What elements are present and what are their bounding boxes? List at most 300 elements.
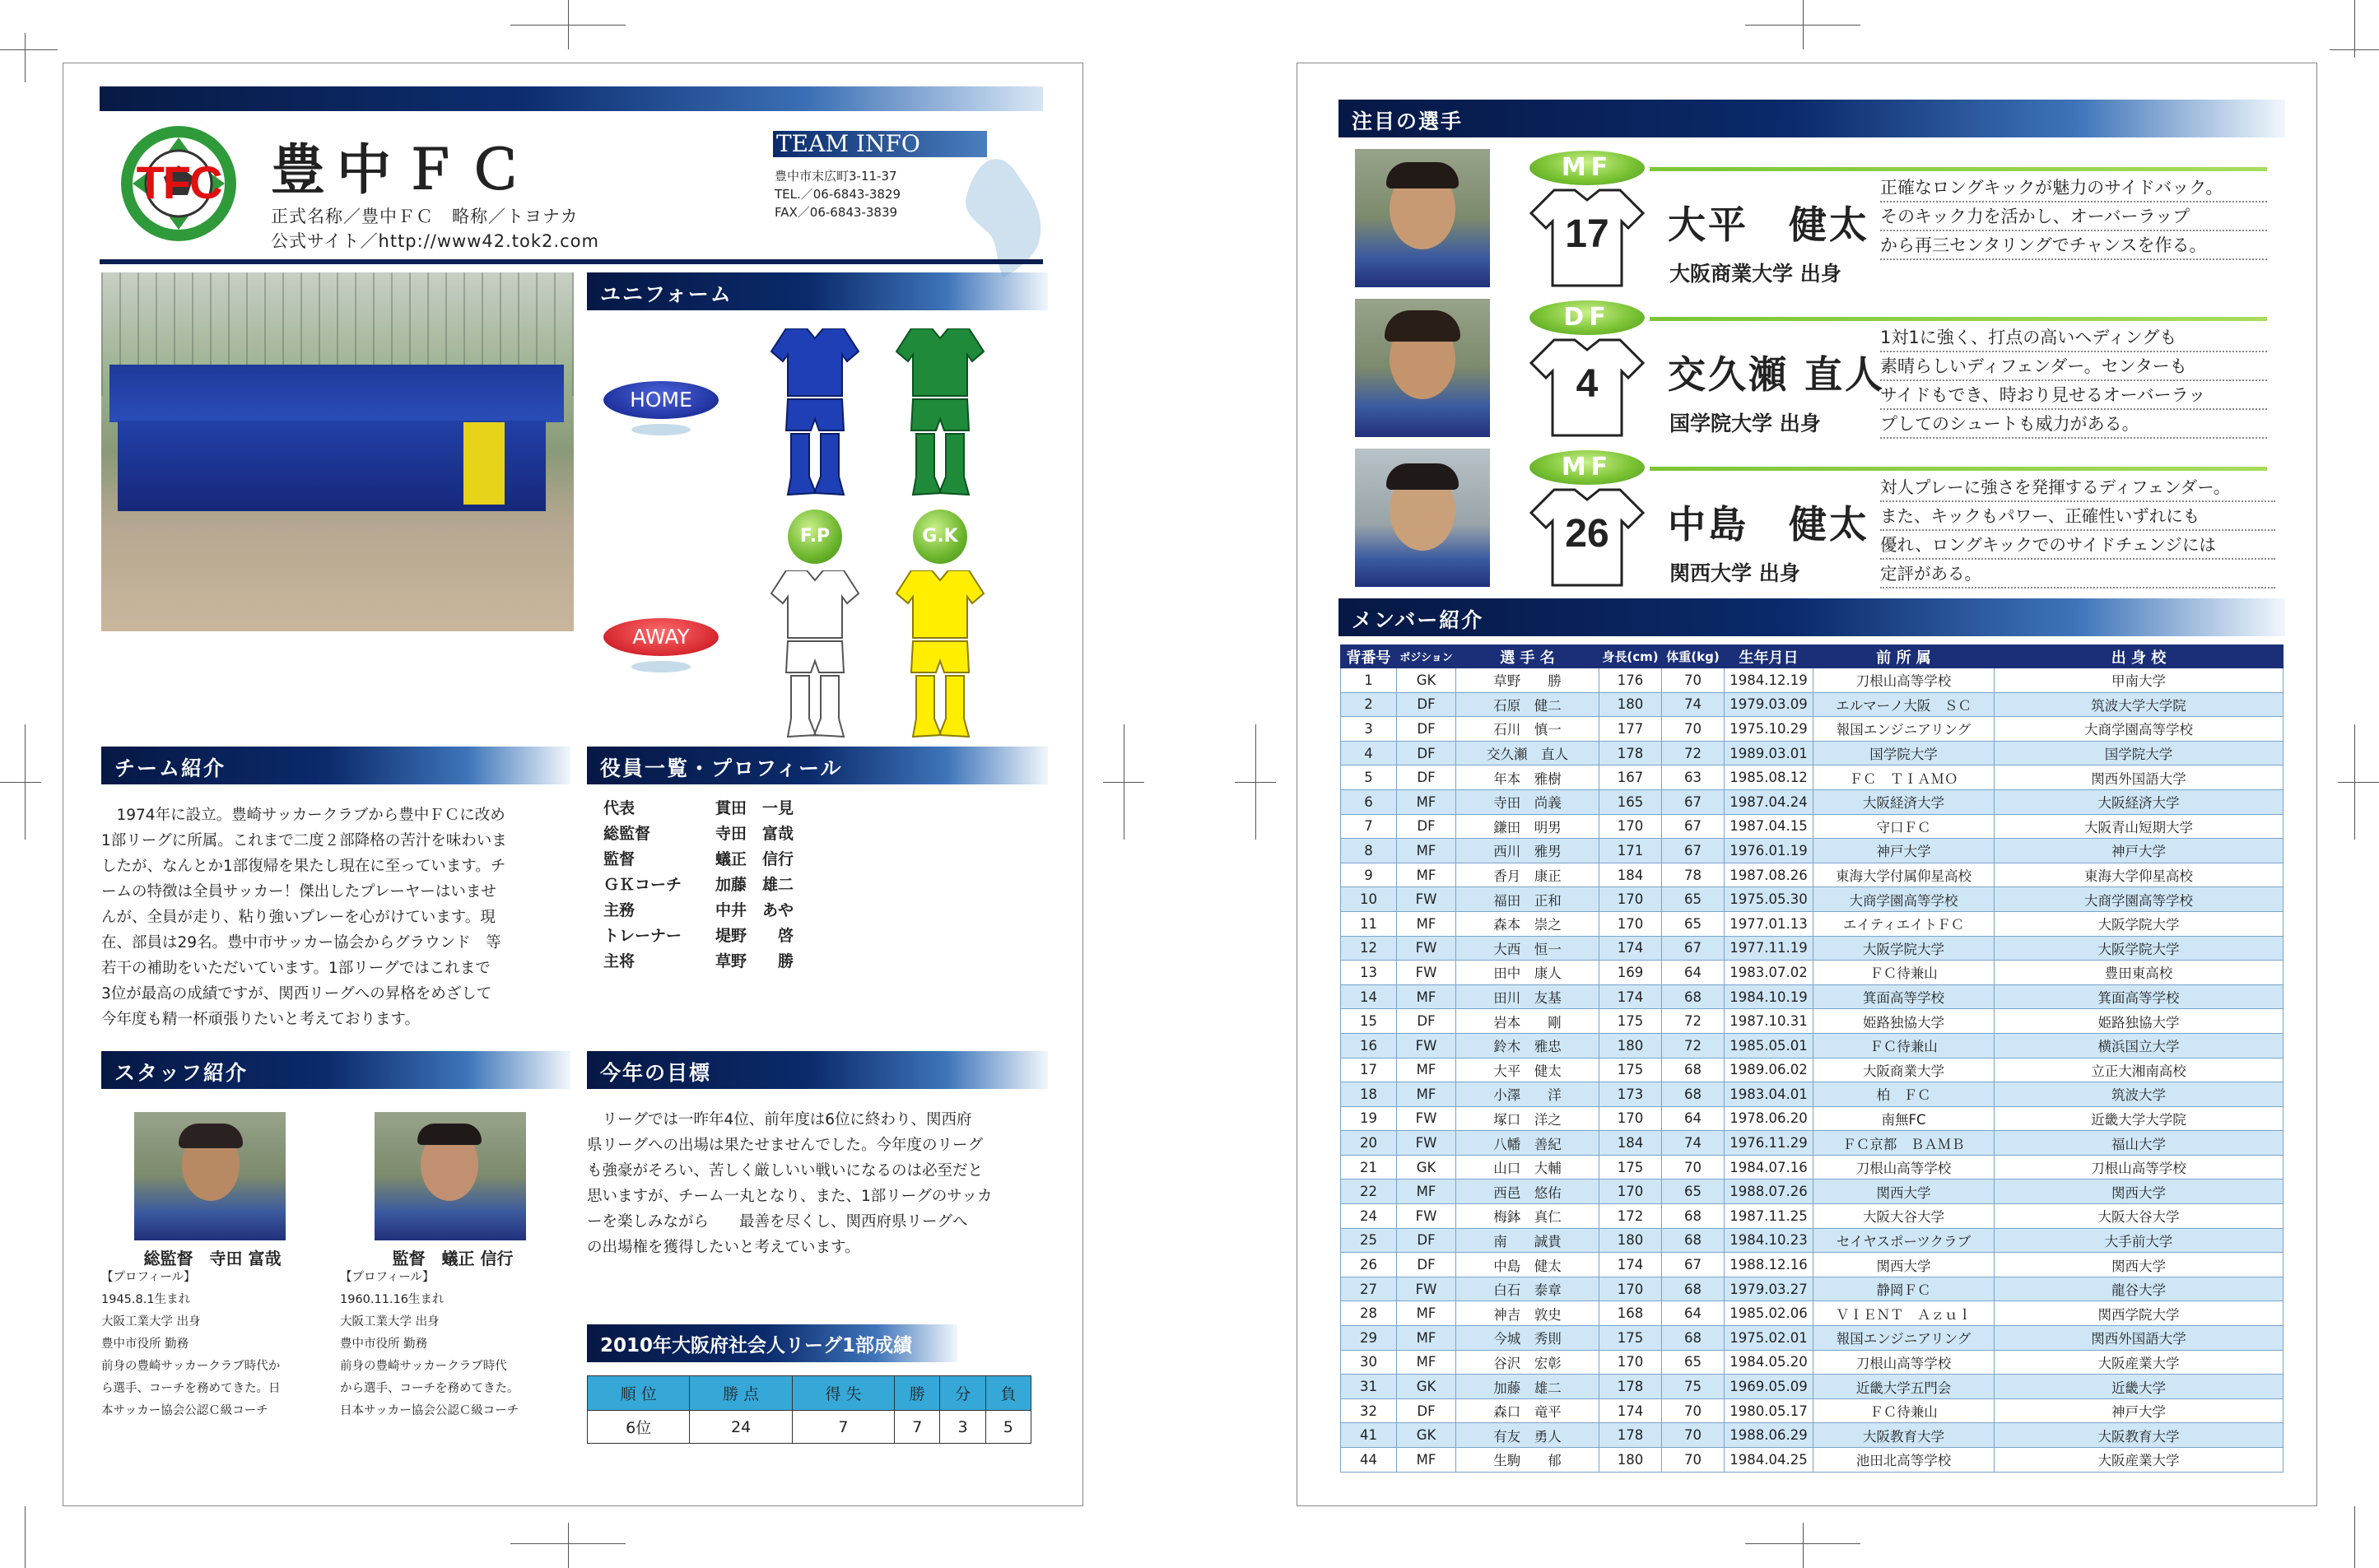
members-col-school: 出 身 校 xyxy=(1995,645,2284,668)
table-row xyxy=(1341,1082,2284,1107)
member-number: 5 xyxy=(1341,765,1397,790)
member-number: 4 xyxy=(1341,741,1397,765)
member-weight: 68 xyxy=(1662,1228,1725,1253)
member-height: 171 xyxy=(1599,839,1662,863)
hair xyxy=(1386,162,1459,188)
member-position: DF xyxy=(1397,741,1456,765)
member-height: 170 xyxy=(1599,887,1662,912)
member-number: 24 xyxy=(1341,1204,1397,1229)
member-former-team: 神戸大学 xyxy=(1813,839,1995,863)
table-row xyxy=(1341,1009,2284,1034)
member-position: DF xyxy=(1397,765,1456,790)
logo-text: TFC xyxy=(136,156,221,208)
member-number: 31 xyxy=(1341,1375,1397,1399)
member-name: 塚口 洋之 xyxy=(1456,1106,1599,1131)
home-fp-kit xyxy=(770,328,860,505)
member-weight: 70 xyxy=(1662,668,1725,693)
crop-mark xyxy=(0,782,41,783)
table-row xyxy=(1341,1179,2284,1204)
member-former-team: 静岡ＦＣ xyxy=(1813,1277,1995,1301)
member-height: 174 xyxy=(1599,1398,1662,1423)
profile-line: 日本サッカー協会公認Ｃ級コーチ xyxy=(340,1404,519,1417)
member-school: 大阪大谷大学 xyxy=(1995,1204,2284,1229)
member-school: 大阪学院大学 xyxy=(1995,911,2284,936)
crop-mark xyxy=(2354,1506,2355,1568)
table-row xyxy=(1341,668,2284,693)
green-rule xyxy=(1650,167,2267,171)
member-school: 大阪産業大学 xyxy=(1995,1350,2284,1375)
desc-line: 1対1に強く、打点の高いヘディングも xyxy=(1880,323,2267,352)
members-col-position: ポジション xyxy=(1397,645,1456,668)
goal-line: ーを楽しみながら 最善を尽くし、関西府県リーグへ xyxy=(587,1213,968,1231)
member-school: 姫路独協大学 xyxy=(1995,1009,2284,1034)
member-height: 173 xyxy=(1599,1082,1662,1107)
member-number: 26 xyxy=(1341,1253,1397,1277)
member-birthday: 1989.06.02 xyxy=(1725,1058,1813,1082)
crop-mark xyxy=(510,1543,626,1544)
member-former-team: 報国エンジニアリング xyxy=(1813,717,1995,742)
table-row xyxy=(1341,1204,2284,1229)
away-shadow xyxy=(631,661,691,672)
member-school: 横浜国立大学 xyxy=(1995,1033,2284,1058)
member-birthday: 1979.03.09 xyxy=(1725,692,1813,717)
member-school: 箕面高等学校 xyxy=(1995,984,2284,1009)
member-position: DF xyxy=(1397,1398,1456,1423)
member-height: 175 xyxy=(1599,1326,1662,1351)
profile-line: 豊中市役所 勤務 xyxy=(340,1338,428,1351)
member-height: 180 xyxy=(1599,1228,1662,1253)
member-height: 168 xyxy=(1599,1301,1662,1326)
table-row xyxy=(1341,1106,2284,1131)
member-weight: 67 xyxy=(1662,789,1725,814)
featured-position-3: MF xyxy=(1529,450,1645,485)
member-weight: 65 xyxy=(1662,1350,1725,1375)
member-height: 184 xyxy=(1599,1131,1662,1156)
member-position: MF xyxy=(1397,984,1456,1009)
member-former-team: 南無FC xyxy=(1813,1106,1995,1131)
member-school: 大商学園高等学校 xyxy=(1995,887,2284,912)
member-birthday: 1984.07.16 xyxy=(1725,1155,1813,1179)
member-height: 180 xyxy=(1599,1448,1662,1473)
member-weight: 64 xyxy=(1662,1301,1725,1326)
member-birthday: 1975.02.01 xyxy=(1725,1326,1813,1351)
member-weight: 72 xyxy=(1662,1009,1725,1034)
member-birthday: 1987.08.26 xyxy=(1725,863,1813,887)
top-band xyxy=(100,86,1043,111)
staff-heading: スタッフ紹介 xyxy=(101,1051,570,1089)
member-birthday: 1969.05.09 xyxy=(1725,1375,1813,1399)
member-name: 森口 竜平 xyxy=(1456,1398,1599,1423)
member-name: 西邑 悠佑 xyxy=(1456,1179,1599,1204)
goal-line: リーグでは一昨年4位、前年度は6位に終わり、関西府 xyxy=(587,1111,972,1128)
member-number: 28 xyxy=(1341,1301,1397,1326)
member-position: FW xyxy=(1397,1106,1456,1131)
league-cell: 5 xyxy=(985,1411,1031,1444)
table-row xyxy=(1341,1033,2284,1058)
desc-line: また、キックもパワー、正確性いずれにも xyxy=(1880,502,2275,531)
member-name: 鎌田 明男 xyxy=(1456,814,1599,839)
member-name: 寺田 尚義 xyxy=(1456,789,1599,814)
officers-list xyxy=(603,796,794,975)
table-row xyxy=(1341,961,2284,985)
crop-mark xyxy=(25,33,26,82)
desc-line: 対人プレーに強さを発揮するディフェンダー。 xyxy=(1880,473,2275,502)
intro-text xyxy=(101,803,579,1032)
away-gk-kit xyxy=(895,570,985,747)
featured-photo-3 xyxy=(1355,449,1490,587)
member-school: 近畿大学大学院 xyxy=(1995,1106,2284,1131)
member-birthday: 1976.01.19 xyxy=(1725,839,1813,863)
intro-line: 今年度も精一杯頑張りたいと考えております。 xyxy=(101,1011,421,1028)
member-name: 八幡 善紀 xyxy=(1456,1131,1599,1156)
member-birthday: 1984.05.20 xyxy=(1725,1350,1813,1375)
official-site: 公式サイト／http://www42.tok2.com xyxy=(271,231,599,251)
member-school: 豊田東高校 xyxy=(1995,961,2284,985)
member-number: 30 xyxy=(1341,1350,1397,1375)
member-school: 神戸大学 xyxy=(1995,839,2284,863)
member-position: DF xyxy=(1397,814,1456,839)
member-former-team: 東海大学付属仰星高校 xyxy=(1813,863,1995,887)
member-former-team: 刀根山高等学校 xyxy=(1813,1350,1995,1375)
member-birthday: 1989.03.01 xyxy=(1725,741,1813,765)
crop-mark xyxy=(2330,49,2379,50)
member-school: 関西大学 xyxy=(1995,1253,2284,1277)
members-col-height: 身長(cm) xyxy=(1599,645,1662,668)
profile-line: から選手、コーチを務めてきた。 xyxy=(340,1382,519,1395)
featured-heading: 注目の選手 xyxy=(1338,100,2285,137)
staff-caption-1: 総監督 寺田 富哉 xyxy=(143,1249,282,1268)
member-weight: 64 xyxy=(1662,961,1725,985)
member-former-team: 大阪経済大学 xyxy=(1813,789,1995,814)
member-birthday: 1976.11.29 xyxy=(1725,1131,1813,1156)
featured-from-1: 大阪商業大学 出身 xyxy=(1669,262,1841,286)
team-info-tel: TEL.／06-6843-3829 xyxy=(775,187,901,202)
goal-text xyxy=(587,1107,1048,1260)
goal-heading: 今年の目標 xyxy=(587,1051,1048,1089)
member-weight: 78 xyxy=(1662,863,1725,887)
featured-name-3: 中島 健太 xyxy=(1668,502,1869,547)
crop-mark xyxy=(1103,782,1144,783)
intro-line: 在、部員は29名。豊中市サッカー協会からグラウンド 等 xyxy=(101,934,501,952)
home-label: HOME xyxy=(603,381,719,419)
table-row xyxy=(1341,1277,2284,1301)
profile-line: 1960.11.16生まれ xyxy=(340,1293,445,1306)
featured-number-2: 4 xyxy=(1576,362,1599,406)
member-former-team: 刀根山高等学校 xyxy=(1813,668,1995,693)
members-col-former-team: 前 所 属 xyxy=(1813,645,1995,668)
members-table xyxy=(1340,644,2284,1473)
member-number: 20 xyxy=(1341,1131,1397,1156)
table-row xyxy=(1341,1131,2284,1156)
member-name: 白石 泰章 xyxy=(1456,1277,1599,1301)
officers-heading: 役員一覧・プロフィール xyxy=(587,747,1048,784)
member-school: 甲南大学 xyxy=(1995,668,2284,693)
member-weight: 68 xyxy=(1662,1277,1725,1301)
member-birthday: 1980.05.17 xyxy=(1725,1398,1813,1423)
staff-photo-1 xyxy=(134,1112,286,1240)
member-position: MF xyxy=(1397,1082,1456,1107)
league-cell: 24 xyxy=(690,1411,792,1444)
member-birthday: 1975.10.29 xyxy=(1725,717,1813,742)
table-row xyxy=(1341,936,2284,961)
member-height: 176 xyxy=(1599,668,1662,693)
featured-desc-1 xyxy=(1880,174,2267,260)
staff-profile-1 xyxy=(101,1267,324,1422)
member-weight: 63 xyxy=(1662,765,1725,790)
member-height: 178 xyxy=(1599,1423,1662,1448)
member-school: 福山大学 xyxy=(1995,1131,2284,1156)
profile-head: 【プロフィール】 xyxy=(340,1271,435,1284)
member-school: 関西外国語大学 xyxy=(1995,765,2284,790)
keeper-figure xyxy=(463,422,505,505)
member-school: 関西大学 xyxy=(1995,1179,2284,1204)
intro-line: 3位が最高の成績ですが、関西リーグへの昇格をめざして xyxy=(101,985,492,1003)
member-number: 13 xyxy=(1341,961,1397,985)
profile-line: 豊中市役所 勤務 xyxy=(101,1338,189,1351)
hair xyxy=(1385,310,1460,342)
member-number: 10 xyxy=(1341,887,1397,912)
member-weight: 72 xyxy=(1662,741,1725,765)
member-name: 神吉 敦史 xyxy=(1456,1301,1599,1326)
home-gk-kit xyxy=(895,328,985,505)
member-birthday: 1977.01.13 xyxy=(1725,911,1813,936)
member-weight: 70 xyxy=(1662,1155,1725,1179)
desc-line: サイドもでき、時おり見せるオーバーラッ xyxy=(1880,381,2267,410)
staff-profile-2 xyxy=(340,1267,570,1422)
member-name: 交久瀬 直人 xyxy=(1456,741,1599,765)
member-birthday: 1979.03.27 xyxy=(1725,1277,1813,1301)
member-birthday: 1983.07.02 xyxy=(1725,961,1813,985)
member-height: 184 xyxy=(1599,863,1662,887)
member-number: 12 xyxy=(1341,936,1397,961)
featured-photo-1 xyxy=(1355,149,1490,287)
member-weight: 65 xyxy=(1662,887,1725,912)
member-position: DF xyxy=(1397,717,1456,742)
intro-line: んが、全員が走り、粘り強いプレーを心がけています。現 xyxy=(101,909,496,926)
crop-mark xyxy=(2338,782,2379,783)
member-height: 170 xyxy=(1599,911,1662,936)
member-weight: 68 xyxy=(1662,1204,1725,1229)
team-name: 豊中ＦＣ xyxy=(271,137,534,202)
team-info-box xyxy=(773,131,1045,254)
member-name: 大西 恒一 xyxy=(1456,936,1599,961)
member-name: 山口 大輔 xyxy=(1456,1155,1599,1179)
featured-position-2: DF xyxy=(1529,300,1645,335)
league-cell: 6位 xyxy=(588,1411,690,1444)
member-number: 17 xyxy=(1341,1058,1397,1082)
table-row xyxy=(1341,1448,2284,1473)
table-row xyxy=(1341,1398,2284,1423)
member-birthday: 1987.10.31 xyxy=(1725,1009,1813,1034)
member-number: 1 xyxy=(1341,668,1397,693)
member-number: 21 xyxy=(1341,1155,1397,1179)
member-weight: 64 xyxy=(1662,1106,1725,1131)
crop-mark xyxy=(1745,1543,1860,1544)
officer-row: 代表 貫田 一見 xyxy=(603,799,794,817)
member-birthday: 1977.11.19 xyxy=(1725,936,1813,961)
member-name: 草野 勝 xyxy=(1456,668,1599,693)
profile-line: 本サッカー協会公認Ｃ級コーチ xyxy=(101,1404,268,1417)
member-number: 14 xyxy=(1341,984,1397,1009)
profile-head: 【プロフィール】 xyxy=(101,1271,196,1284)
member-former-team: 近畿大学五門会 xyxy=(1813,1375,1995,1399)
league-col: 勝 点 xyxy=(690,1376,792,1411)
league-col: 順 位 xyxy=(588,1376,690,1411)
member-position: DF xyxy=(1397,692,1456,717)
desc-line: から再三センタリングでチャンスを作る。 xyxy=(1880,231,2267,260)
table-row xyxy=(1341,1155,2284,1179)
officer-row: 監督 蟻正 信行 xyxy=(603,850,794,868)
member-birthday: 1988.12.16 xyxy=(1725,1253,1813,1277)
member-name: 南 誠貴 xyxy=(1456,1228,1599,1253)
member-name: 小澤 洋 xyxy=(1456,1082,1599,1107)
member-school: 大阪教育大学 xyxy=(1995,1423,2284,1448)
team-photo xyxy=(101,272,574,631)
member-weight: 70 xyxy=(1662,1448,1725,1473)
green-rule xyxy=(1650,317,2267,321)
table-row xyxy=(1341,984,2284,1009)
goal-line: も強豪がそろい、苦しく厳しいい戦いになるのは必至だと xyxy=(587,1162,984,1179)
crop-mark xyxy=(1803,1523,1804,1568)
intro-line: したが、なんとか1部復帰を果たし現在に至っています。チ xyxy=(101,858,506,875)
member-height: 180 xyxy=(1599,1033,1662,1058)
member-birthday: 1988.06.29 xyxy=(1725,1423,1813,1448)
team-info-fax: FAX／06-6843-3839 xyxy=(775,205,898,220)
league-col: 負 xyxy=(985,1376,1031,1411)
member-number: 11 xyxy=(1341,911,1397,936)
left-page xyxy=(63,63,1083,1506)
members-col-number: 背番号 xyxy=(1341,645,1397,668)
member-weight: 67 xyxy=(1662,936,1725,961)
member-number: 44 xyxy=(1341,1448,1397,1473)
member-position: MF xyxy=(1397,1058,1456,1082)
fp-label: F.P xyxy=(788,509,842,564)
league-cell: 7 xyxy=(895,1411,940,1444)
featured-name-1: 大平 健太 xyxy=(1668,202,1869,247)
member-height: 174 xyxy=(1599,936,1662,961)
member-number: 7 xyxy=(1341,814,1397,839)
member-position: DF xyxy=(1397,1253,1456,1277)
member-former-team: 箕面高等学校 xyxy=(1813,984,1995,1009)
desc-line: 素晴らしいディフェンダー。センターも xyxy=(1880,352,2267,381)
members-heading: メンバー紹介 xyxy=(1338,598,2285,636)
member-name: 鈴木 雅忠 xyxy=(1456,1033,1599,1058)
profile-line: 1945.8.1生まれ xyxy=(101,1293,191,1306)
member-name: 田川 友基 xyxy=(1456,984,1599,1009)
member-weight: 68 xyxy=(1662,1082,1725,1107)
table-row xyxy=(1341,911,2284,936)
profile-line: 大阪工業大学 出身 xyxy=(101,1315,201,1328)
member-former-team: ＦＣ待兼山 xyxy=(1813,961,1995,985)
profile-line: ら選手、コーチを務めてきた。日 xyxy=(101,1382,281,1395)
member-number: 29 xyxy=(1341,1326,1397,1351)
member-weight: 72 xyxy=(1662,1033,1725,1058)
member-height: 178 xyxy=(1599,741,1662,765)
member-height: 169 xyxy=(1599,961,1662,985)
member-number: 27 xyxy=(1341,1277,1397,1301)
member-weight: 65 xyxy=(1662,911,1725,936)
member-name: 中島 健太 xyxy=(1456,1253,1599,1277)
member-name: 香月 康正 xyxy=(1456,863,1599,887)
member-school: 東海大学仰星高校 xyxy=(1995,863,2284,887)
table-row xyxy=(1341,1350,2284,1375)
intro-line: ームの特徴は全員サッカー！傑出したプレーヤーはいませ xyxy=(101,883,496,900)
member-position: MF xyxy=(1397,1301,1456,1326)
member-position: GK xyxy=(1397,1155,1456,1179)
table-row xyxy=(1341,1228,2284,1253)
member-height: 170 xyxy=(1599,1179,1662,1204)
team-logo xyxy=(118,123,240,244)
featured-from-3: 関西大学 出身 xyxy=(1669,561,1800,585)
member-former-team: 大阪学院大学 xyxy=(1813,936,1995,961)
member-height: 175 xyxy=(1599,1155,1662,1179)
intro-heading: チーム紹介 xyxy=(101,747,570,784)
officer-row: 主将 草野 勝 xyxy=(603,952,794,970)
member-position: FW xyxy=(1397,887,1456,912)
member-weight: 70 xyxy=(1662,1423,1725,1448)
member-position: GK xyxy=(1397,1375,1456,1399)
desc-line: 定評がある。 xyxy=(1880,560,2275,589)
member-weight: 68 xyxy=(1662,984,1725,1009)
member-position: MF xyxy=(1397,789,1456,814)
member-number: 25 xyxy=(1341,1228,1397,1253)
member-school: 大商学園高等学校 xyxy=(1995,717,2284,742)
profile-line: 大阪工業大学 出身 xyxy=(340,1315,440,1328)
table-row xyxy=(1341,1253,2284,1277)
member-height: 167 xyxy=(1599,765,1662,790)
team-info-heading: TEAM INFO xyxy=(773,131,987,157)
crop-mark xyxy=(0,49,58,50)
desc-line: 優れ、ロングキックでのサイドチェンジには xyxy=(1880,531,2275,560)
league-col: 分 xyxy=(940,1376,985,1411)
member-school: 大阪青山短期大学 xyxy=(1995,814,2284,839)
member-number: 2 xyxy=(1341,692,1397,717)
official-name: 正式名称／豊中ＦＣ 略称／トヨナカ xyxy=(271,207,579,226)
member-height: 180 xyxy=(1599,692,1662,717)
member-name: 石原 健二 xyxy=(1456,692,1599,717)
member-height: 172 xyxy=(1599,1204,1662,1229)
member-number: 16 xyxy=(1341,1033,1397,1058)
hair xyxy=(1386,463,1459,490)
member-name: 梅鉢 真仁 xyxy=(1456,1204,1599,1229)
member-height: 175 xyxy=(1599,1009,1662,1034)
officer-row: ＧＫコーチ 加藤 雄二 xyxy=(603,876,794,894)
table-row xyxy=(1341,1423,2284,1448)
away-fp-kit xyxy=(770,570,860,747)
goal-line: 思いますが、チーム一丸となり、また、1部リーグのサッカ xyxy=(587,1188,993,1205)
member-position: MF xyxy=(1397,911,1456,936)
member-name: 田中 康人 xyxy=(1456,961,1599,985)
featured-desc-2 xyxy=(1880,323,2267,439)
green-rule xyxy=(1650,467,2267,471)
member-weight: 75 xyxy=(1662,1375,1725,1399)
member-name: 年本 雅樹 xyxy=(1456,765,1599,790)
desc-line: そのキック力を活かし、オーバーラップ xyxy=(1880,202,2267,231)
member-birthday: 1983.04.01 xyxy=(1725,1082,1813,1107)
member-former-team: 大阪教育大学 xyxy=(1813,1423,1995,1448)
member-former-team: 池田北高等学校 xyxy=(1813,1448,1995,1473)
member-weight: 68 xyxy=(1662,1058,1725,1082)
member-weight: 70 xyxy=(1662,1398,1725,1423)
member-school: 大阪学院大学 xyxy=(1995,936,2284,961)
member-school: 関西外国語大学 xyxy=(1995,1326,2284,1351)
member-birthday: 1984.12.19 xyxy=(1725,668,1813,693)
member-birthday: 1984.04.25 xyxy=(1725,1448,1813,1473)
member-position: DF xyxy=(1397,1009,1456,1034)
crop-mark xyxy=(568,1523,569,1568)
gk-label: G.K xyxy=(913,509,967,564)
table-row xyxy=(1341,887,2284,912)
